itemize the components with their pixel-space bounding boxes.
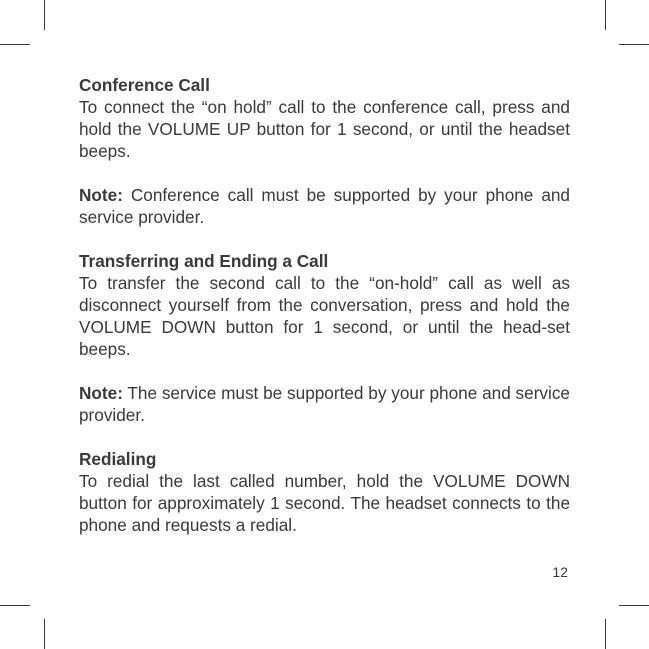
section-heading-redialing: Redialing [79,449,157,469]
section-body-conference-call: To connect the “on hold” call to the conference call, press and hold the VOLUME UP button for 1 second, or until the headset beeps. [79,97,570,161]
note-text: The service must be supported by your phone and service provider. [79,383,570,425]
note-text: Conference call must be supported by your phone and service provider. [79,185,570,227]
spacer [79,228,570,250]
crop-mark-top-right-vertical [605,0,606,30]
crop-mark-bottom-right-horizontal [619,605,649,606]
note-transferring [79,382,570,426]
note-conference-call [79,184,570,228]
section-body-redialing: To redial the last called number, hold the VOLUME DOWN button for approximately 1 second. The headset connects to the phone and requests a redial. [79,471,570,535]
spacer [79,162,570,184]
spacer [79,426,570,448]
note-label: Note: [79,185,123,205]
section-heading-transferring: Transferring and Ending a Call [79,251,329,271]
section-body-transferring: To transfer the second call to the “on-hold” call as well as disconnect yourself from the conversation, press and hold the VOLUME DOWN button for 1 second, or until the head-set beeps. [79,273,570,359]
spacer [79,360,570,382]
note-label: Note: [79,383,123,403]
page-content [79,74,570,536]
crop-mark-top-right-horizontal [619,44,649,45]
crop-mark-top-left-vertical [44,0,45,30]
page-number: 12 [552,564,568,580]
crop-mark-bottom-left-vertical [44,619,45,649]
section-heading-conference-call: Conference Call [79,75,210,95]
crop-mark-bottom-left-horizontal [0,605,30,606]
crop-mark-top-left-horizontal [0,44,30,45]
crop-mark-bottom-right-vertical [605,619,606,649]
